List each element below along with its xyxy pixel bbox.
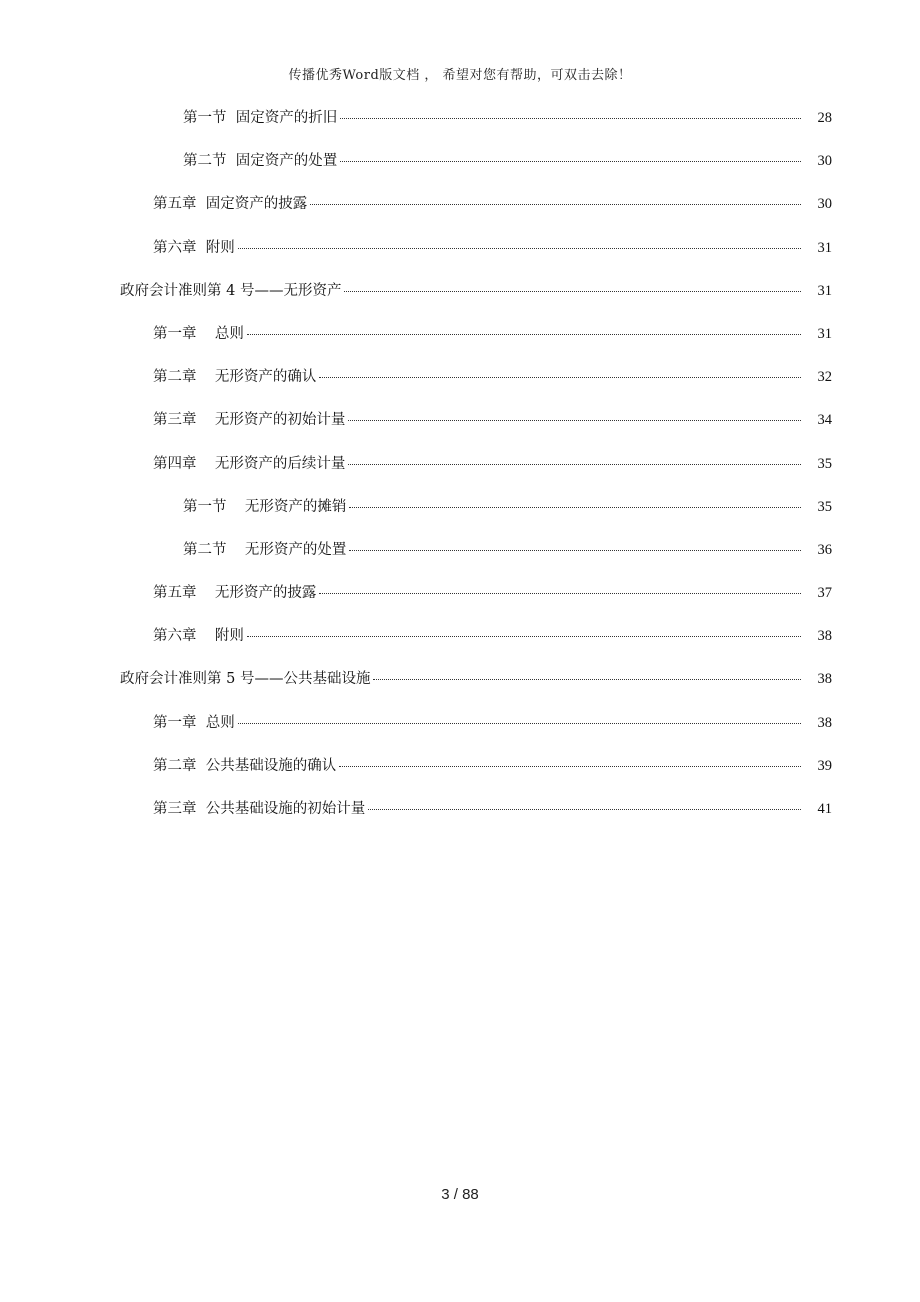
toc-entry-page: 35: [817, 455, 832, 472]
toc-entry-title: 第二章 无形资产的确认: [153, 369, 317, 386]
toc-entry-title: 第三章 无形资产的初始计量: [153, 412, 346, 429]
table-of-contents: [0, 98, 920, 832]
toc-entry-title: 第一章 总则: [153, 714, 235, 731]
toc-entry-page: 32: [817, 369, 832, 386]
toc-dot-leader: [348, 464, 801, 465]
toc-dot-leader: [247, 334, 801, 335]
toc-dot-leader: [340, 118, 801, 119]
toc-dot-leader: [344, 291, 801, 292]
toc-entry-title: 政府会计准则第 5 号——公共基础设施: [120, 671, 371, 688]
toc-entry[interactable]: [0, 98, 920, 141]
toc-dot-leader: [349, 550, 801, 551]
toc-entry-title: 政府会计准则第 4 号——无形资产: [120, 282, 342, 299]
toc-entry-page: 28: [817, 110, 832, 126]
toc-entry-page: 31: [817, 239, 832, 256]
toc-entry-page: 30: [817, 153, 832, 170]
toc-entry-page: 41: [817, 801, 832, 817]
toc-entry-title: 第四章 无形资产的后续计量: [153, 455, 346, 472]
toc-entry-title: 第五章 固定资产的披露: [153, 196, 308, 213]
toc-entry[interactable]: [0, 141, 920, 184]
toc-entry-title: 第六章 附则: [153, 239, 235, 256]
toc-entry[interactable]: [0, 703, 920, 746]
toc-entry-title: 第六章 附则: [153, 628, 244, 645]
toc-entry[interactable]: [0, 400, 920, 443]
page-header: 传播优秀Word版文档 ， 希望对您有帮助，可双击去除！: [288, 68, 632, 83]
toc-dot-leader: [319, 593, 801, 594]
toc-entry[interactable]: [0, 487, 920, 530]
page-number: 3 / 88: [441, 1186, 479, 1203]
toc-entry-page: 36: [817, 541, 832, 558]
toc-entry-page: 34: [817, 412, 832, 429]
toc-entry-title: 第二节 固定资产的处置: [183, 153, 338, 170]
toc-entry-title: 第五章 无形资产的披露: [153, 585, 317, 602]
toc-dot-leader: [340, 161, 801, 162]
toc-entry-title: 第一节 无形资产的摊销: [183, 498, 347, 515]
toc-entry[interactable]: [0, 314, 920, 357]
toc-entry[interactable]: [0, 659, 920, 702]
toc-entry[interactable]: [0, 357, 920, 400]
toc-entry-page: 30: [817, 196, 832, 213]
toc-entry-page: 37: [817, 585, 832, 602]
toc-entry-title: 第三章 公共基础设施的初始计量: [153, 801, 366, 817]
toc-entry-title: 第二章 公共基础设施的确认: [153, 757, 337, 774]
toc-entry-page: 31: [817, 282, 832, 299]
toc-entry[interactable]: [0, 228, 920, 271]
toc-entry[interactable]: [0, 184, 920, 227]
toc-entry-page: 31: [817, 325, 832, 342]
toc-dot-leader: [247, 636, 801, 637]
toc-dot-leader: [368, 809, 801, 810]
toc-dot-leader: [348, 420, 801, 421]
toc-entry-title: 第一节 固定资产的折旧: [183, 110, 338, 126]
toc-entry-page: 38: [817, 714, 832, 731]
toc-entry[interactable]: [0, 530, 920, 573]
toc-dot-leader: [238, 723, 801, 724]
toc-entry[interactable]: [0, 271, 920, 314]
toc-entry[interactable]: [0, 573, 920, 616]
toc-dot-leader: [310, 204, 801, 205]
toc-dot-leader: [373, 679, 801, 680]
toc-entry[interactable]: [0, 789, 920, 832]
toc-entry[interactable]: [0, 746, 920, 789]
toc-entry-title: 第一章 总则: [153, 325, 244, 342]
toc-dot-leader: [339, 766, 801, 767]
toc-entry-page: 35: [817, 498, 832, 515]
toc-entry-page: 39: [817, 757, 832, 774]
toc-entry-title: 第二节 无形资产的处置: [183, 541, 347, 558]
toc-entry[interactable]: [0, 616, 920, 659]
toc-entry-page: 38: [817, 628, 832, 645]
toc-dot-leader: [319, 377, 801, 378]
toc-entry-page: 38: [817, 671, 832, 688]
toc-entry[interactable]: [0, 444, 920, 487]
toc-dot-leader: [238, 248, 801, 249]
toc-dot-leader: [349, 507, 801, 508]
